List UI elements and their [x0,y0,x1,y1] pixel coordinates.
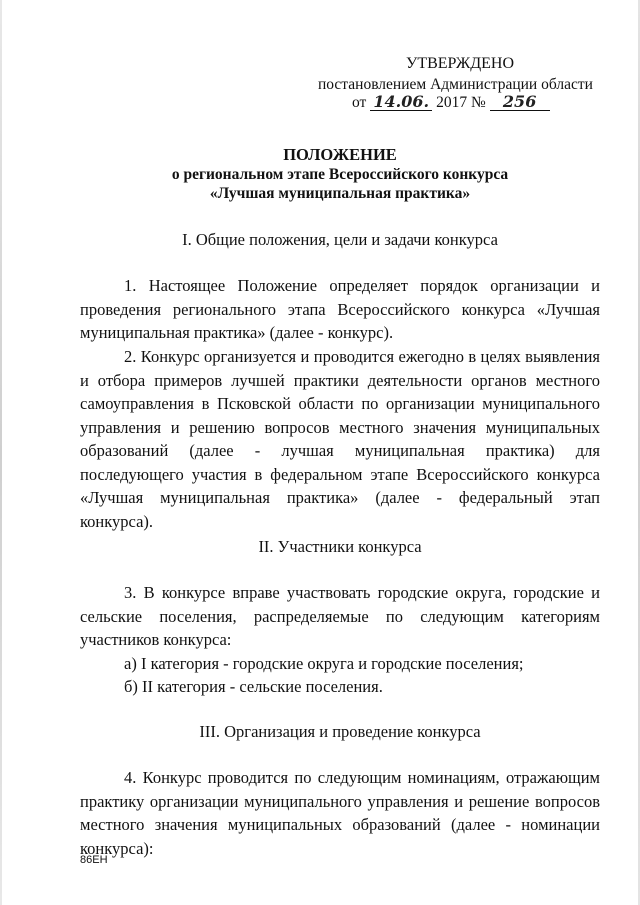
paragraph-3a: а) I категория - городские округа и городские поселения; [124,654,524,673]
section-heading-2: II. Участники конкурса [258,537,422,556]
paragraph-4: 4. Конкурс проводится по следующим номинациям, отражающим практику организации муниципального управления и решение вопросов местного значения муниципальных образований (далее - номинации конкурса): [80,768,600,858]
handwritten-date: 14.06. [370,94,432,111]
date-prefix: от [352,94,367,111]
paragraph-3b: б) II категория - сельские поселения. [124,677,383,696]
section-heading-3: III. Организация и проведение конкурса [199,722,481,741]
paragraph-1: 1. Настоящее Положение определяет порядок организации и проведения регионального этапа Всероссийского конкурса «Лучшая муниципальная практика» (далее - конкурс). [80,276,600,342]
paragraph-2: 2. Конкурс организуется и проводится ежегодно в целях выявления и отбора примеров лучшей практики деятельности органов местного самоуправления в Псковской области по организации муниципального управления и решению вопросов местного значения муниципальных образований (далее - лучшая муниципальная практика) для последующего участия в федеральном этапе Всероссийского конкурса «Лучшая муниципальная практика» (далее - федеральный этап конкурса). [80,347,600,531]
document-title: ПОЛОЖЕНИЕ [283,145,397,164]
approval-stamp [300,55,600,112]
document-title-block [80,145,600,203]
paragraph-3: 3. В конкурсе вправе участвовать городские округа, городские и сельские поселения, распределяемые по следующим категориям участников конкурса: [80,583,600,649]
approval-authority: постановлением Администрации области [318,76,593,93]
approval-title: УТВЕРЖДЕНО [405,55,514,72]
section-heading-1: I. Общие положения, цели и задачи конкурса [182,230,498,249]
approval-date-line [300,94,600,112]
handwritten-number: 256 [490,94,550,111]
document-subtitle-line2: «Лучшая муниципальная практика» [209,185,471,202]
footer-code: 86ЕН [80,854,108,866]
year-number-label: 2017 № [436,94,486,111]
scan-edge-left [0,0,2,905]
document-subtitle-line1: о региональном этапе Всероссийского конкурса [171,166,509,183]
